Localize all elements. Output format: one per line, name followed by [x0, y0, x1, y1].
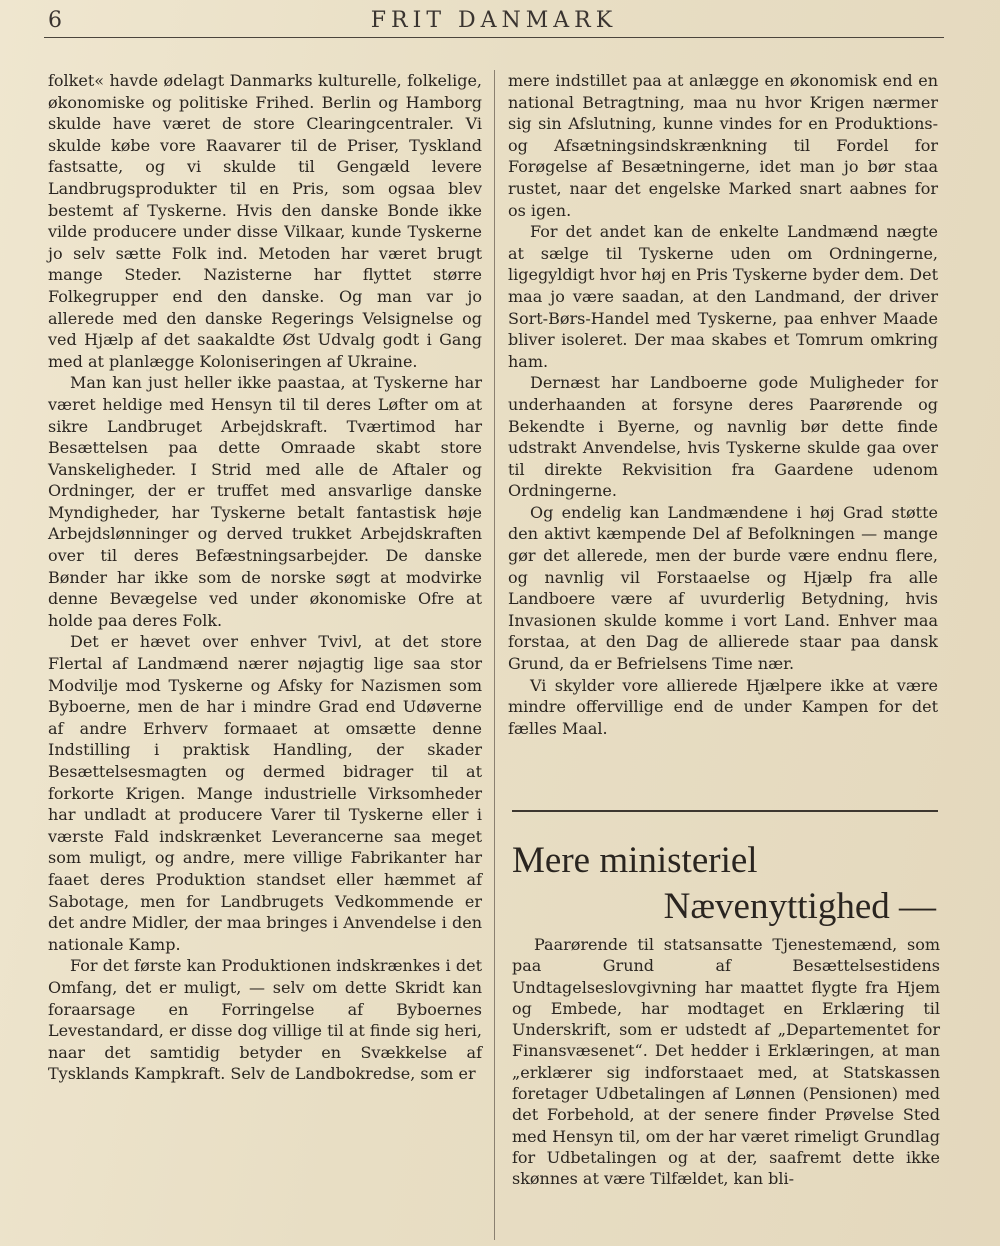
article-paragraph: Paarørende til statsansatte Tjenestemænd, som paa Grund af Besættelsestidens Undtagelseslovgivning har maattet flygte fra Hjem og Embede, har modtaget en Erklæring til Underskrift, som er udstedt af „Departementet for Finansvæsenet“. Det hedder i Erklæringen, at man „erklærer sig indforstaaet med, at Statskassen foretager Udbetalingen af Lønnen (Pensionen) med det Forbehold, at der senere finder Prøvelse Sted med Hensyn til, om der har været rimeligt Grundlag for Udbetalingen og at der, saafremt dette ikke skønnes at være Tilfældet, kan bli-: [512, 935, 940, 1189]
page-header: [44, 6, 944, 36]
left-column: [48, 70, 482, 1085]
right-paragraph-3: Dernæst har Landboerne gode Muligheder for underhaanden at forsyne deres Paarørende og Bekendte i Byerne, og navnlig bør dette finde udstrakt Anvendelse, hvis Tyskerne skulde gaa over til direkte Rekvisition fra Gaardene udenom Ordningerne.: [508, 373, 938, 501]
masthead: FRIT DANMARK: [370, 8, 618, 33]
header-rule: [44, 37, 944, 38]
headline-line-1: Mere ministeriel: [512, 840, 758, 881]
right-paragraph-1: mere indstillet paa at anlægge en økonomisk end en national Betragtning, maa nu hvor Krigen nærmer sig sin Afslutning, kunne vindes for en Produktions- og Afsætningsindskrænkning til Fordel for Forøgelse af Besætningerne, idet man jo bør staa rustet, naar det engelske Marked snart aabnes for os igen.: [508, 71, 938, 220]
left-paragraph-1: folket« havde ødelagt Danmarks kulturelle, folkelige, økonomiske og politiske Frihed. Berlin og Hamborg skulde have været de store Clearingcentraler. Vi skulde købe vore Raavarer til de Priser, Tyskland fastsatte, og vi skulde til Gengæld levere Landbrugsprodukter til en Pris, som ogsaa blev bestemt af Tyskerne. Hvis den danske Bonde ikke vilde producere under disse Vilkaar, kunde Tyskerne jo selv sætte Folk ind. Metoden har været brugt mange Steder. Nazisterne har flyttet større Folkegrupper end den danske. Og man var jo allerede med den danske Regerings Velsignelse og ved Hjælp af det saakaldte Øst Udvalg godt i Gang med at planlægge Koloniseringen af Ukraine.: [48, 71, 482, 371]
right-column: [508, 70, 938, 739]
column-divider: [494, 70, 495, 1240]
left-paragraph-3: Det er hævet over enhver Tvivl, at det store Flertal af Landmænd nærer nøjagtig lige saa stor Modvilje mod Tyskerne og Afsky for Nazismen som Byboerne, men de har i mindre Grad end Udøverne af andre Erhverv formaaet at omsætte denne Indstilling i praktisk Handling, der skader Besættelsesmagten og dermed bidrager til at forkorte Krigen. Mange industrielle Virksomheder har undladt at producere Varer til Tyskerne eller i værste Fald indskrænket Leverancerne saa meget som muligt, og andre, mere villige Fabrikanter har faaet deres Produktion standset eller hæmmet af Sabotage, men for Landbrugets Vedkommende er det andre Midler, der maa bringes i Anvendelse i den nationale Kamp.: [48, 632, 482, 954]
article-headline: [512, 838, 942, 930]
left-paragraph-4: For det første kan Produktionen indskrænkes i det Omfang, det er muligt, — selv om dette Skridt kan foraarsage en Forringelse af Byboernes Levestandard, er disse dog villige til at finde sig heri, naar det samtidig betyder en Svækkelse af Tysklands Kampkraft. Selv de Landbokredse, som er: [48, 956, 482, 1084]
page-number: 6: [48, 8, 62, 33]
left-paragraph-2: Man kan just heller ikke paastaa, at Tyskerne har været heldige med Hensyn til til deres Løfter om at sikre Landbruget Arbejdskraft. Tværtimod har Besættelsen paa dette Omraade skabt store Vanskeligheder. I Strid med alle de Aftaler og Ordninger, der er truffet med ansvarlige danske Myndigheder, har Tyskerne betalt fantastisk høje Arbejdslønninger og derved trukket Arbejdskraften over til deres Befæstningsarbejder. De danske Bønder har ikke som de norske søgt at modvirke denne Bevægelse ved under økonomiske Ofre at holde paa deres Folk.: [48, 373, 482, 630]
article-separator: [512, 810, 938, 812]
right-paragraph-4: Og endelig kan Landmændene i høj Grad støtte den aktivt kæmpende Del af Befolkningen — mange gør det allerede, men der burde være endnu flere, og navnlig vil Forstaaelse og Hjælp fra alle Landboere være af uvurderlig Betydning, hvis Invasionen skulde komme i vort Land. Enhver maa forstaa, at den Dag de allierede staar paa dansk Grund, da er Befrielsens Time nær.: [508, 502, 938, 674]
headline-line-2: Nævenyttighed —: [663, 886, 936, 927]
right-paragraph-2: For det andet kan de enkelte Landmænd nægte at sælge til Tyskerne uden om Ordningerne, ligegyldigt hvor høj en Pris Tyskerne byder dem. Det maa jo være saadan, at den Landmand, der driver Sort-Børs-Handel med Tyskerne, paa enhver Maade bliver isoleret. Der maa skabes et Tomrum omkring ham.: [508, 222, 938, 371]
article-body: [512, 934, 940, 1190]
right-paragraph-5: Vi skylder vore allierede Hjælpere ikke at være mindre offervillige end de under Kampen for det fælles Maal.: [508, 675, 938, 738]
